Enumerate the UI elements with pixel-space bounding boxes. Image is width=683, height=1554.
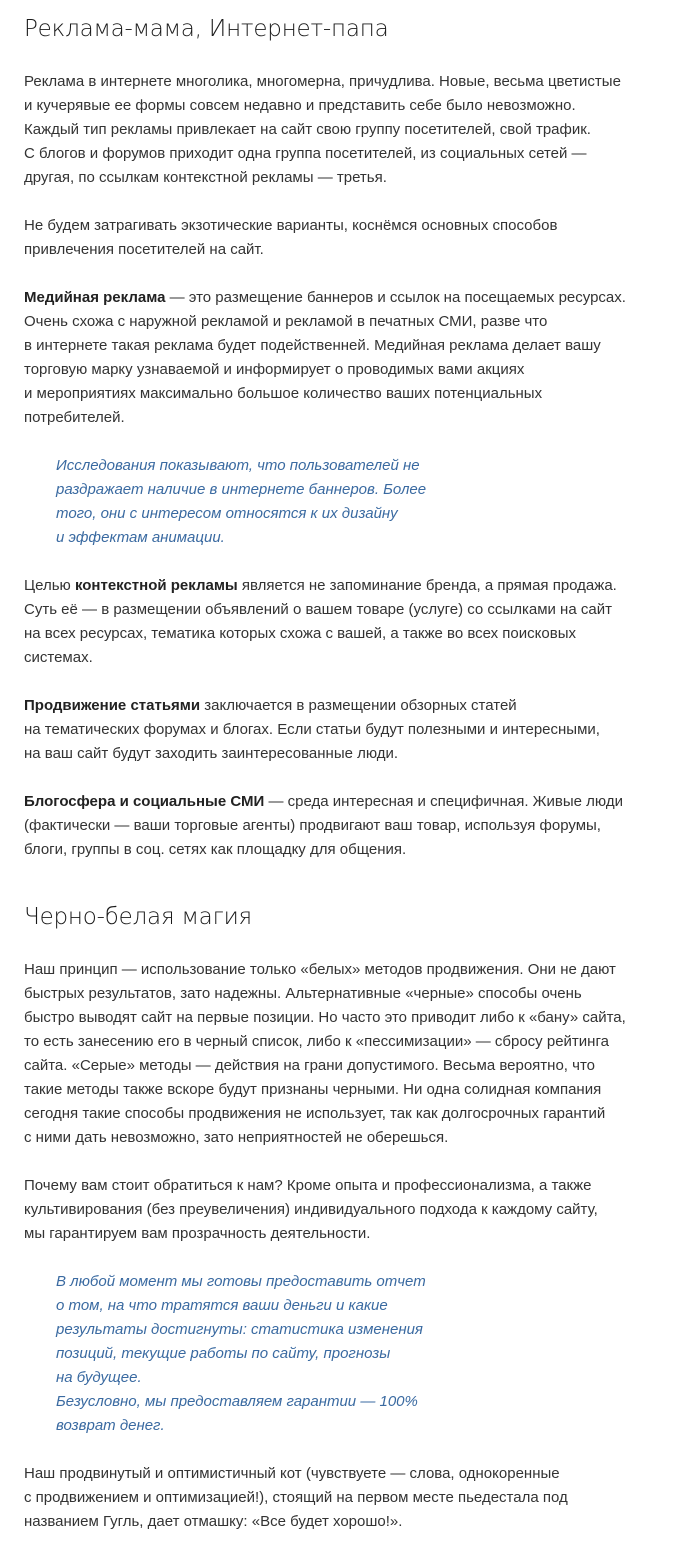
context-advertising-term: контекстной рекламы [74, 577, 238, 594]
section-title-advertising: Реклама-мама, Интернет-папа [24, 16, 389, 42]
article-promotion-term: Продвижение статьями [24, 697, 201, 714]
media-advertising-paragraph: Медийная реклама — это размещение баннеров и ссылок на посещаемых ресурсах. Очень схожа с наружной рекламой и рекламой в печатных СМИ, разве что в интернете такая реклама будет подейственней. Медийная реклама делает вашу торговую марку узнаваемой и информирует о проводимых вами акциях и мероприятиях максимально большое количество ваших потенциальных потребителей. [24, 289, 626, 426]
section-title-black-white-magic: Черно-белая магия [24, 904, 252, 930]
research-quote: Исследования показывают, что пользователей не раздражает наличие в интернете баннеров. Более того, они с интересом относятся к их дизайну и эффектам анимации. [56, 457, 427, 546]
main-methods-paragraph: Не будем затрагивать экзотические варианты, коснёмся основных способов привлечения посетителей на сайт. [24, 217, 558, 258]
principle-paragraph: Наш принцип — использование только «белых» методов продвижения. Они не дают быстрых результатов, зато надежны. Альтернативные «черные» способы очень быстро выводят сайт на первые позиции. Но часто это приводит либо к «бану» сайта, то есть занесению его в черный список, либо к «пессимизации» — сбросу рейтинга сайта. «Серые» методы — действия на грани допустимого. Весьма вероятно, что такие методы также вскоре будут признаны черными. Ни одна солидная компания сегодня такие способы продвижения не использует, так как долгосрочных гарантий с ними дать невозможно, зато неприятностей не оберешься. [24, 961, 626, 1146]
article-promotion-paragraph: Продвижение статьями заключается в размещении обзорных статей на тематических форумах и блогах. Если статьи будут полезными и интересными, на ваш сайт будут заходить заинтересованные люди. [24, 697, 600, 762]
blogosphere-paragraph: Блогосфера и социальные СМИ — среда интересная и специфичная. Живые люди (фактически — ваши торговые агенты) продвигают ваш товар, используя форумы, блоги, группы в соц. сетях как площадку для общения. [24, 793, 623, 858]
why-us-paragraph: Почему вам стоит обратиться к нам? Кроме опыта и профессионализма, а также культивирования (без преувеличения) индивидуального подхода к каждому сайту, мы гарантируем вам прозрачность деятельности. [24, 1177, 598, 1242]
intro-paragraph: Реклама в интернете многолика, многомерна, причудлива. Новые, весьма цветистые и кучерявые ее формы совсем недавно и представить себе было невозможно. Каждый тип рекламы привлекает на сайт свою группу посетителей, свой трафик. С блогов и форумов приходит одна группа посетителей, из социальных сетей — другая, по ссылкам контекстной рекламы — третья. [24, 73, 621, 186]
context-advertising-paragraph: Целью контекстной рекламы является не запоминание бренда, а прямая продажа. Суть её — в размещении объявлений о вашем товаре (услуге) со ссылками на сайт на всех ресурсах, тематика которых схожа с вашей, а также во всех поисковых системах. [24, 577, 617, 666]
media-advertising-term: Медийная реклама [24, 289, 166, 306]
blogosphere-term: Блогосфера и социальные СМИ [24, 793, 265, 810]
guarantee-quote: В любой момент мы готовы предоставить отчет о том, на что тратятся ваши деньги и какие результаты достигнуты: статистика изменения позиций, текущие работы по сайту, прогнозы на будущее. Безусловно, мы предоставляем гарантии — 100% возврат денег. [56, 1273, 426, 1434]
cat-paragraph: Наш продвинутый и оптимистичный кот (чувствуете — слова, однокоренные с продвижением и оптимизацией!), стоящий на первом месте пьедестала под названием Гугль, дает отмашку: «Все будет хорошо!». [24, 1465, 568, 1530]
